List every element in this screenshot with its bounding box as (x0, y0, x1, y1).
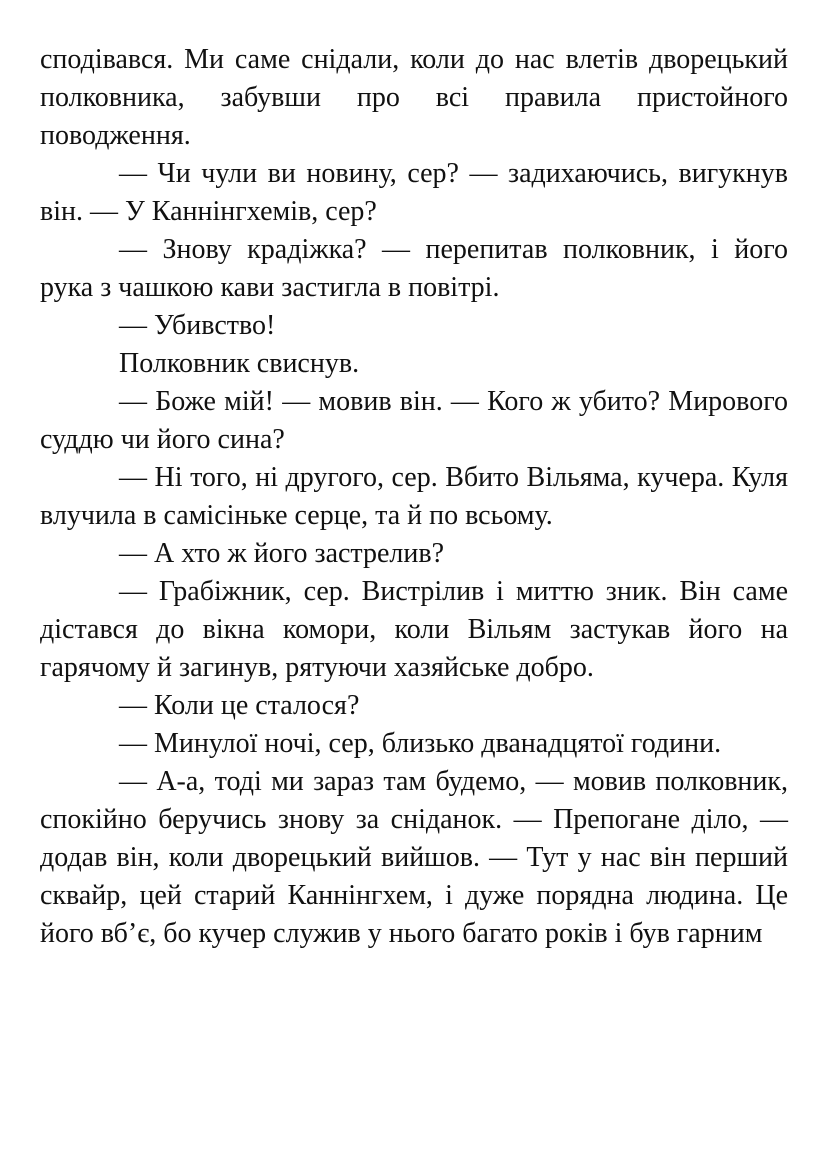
paragraph-murder: — Убивство! (119, 310, 276, 341)
paragraph-last-night: — Минулої ночі, сер, близько дванадцятої години. (119, 728, 722, 759)
paragraph-who-shot: — А хто ж його застрелив? (119, 538, 445, 569)
paragraph-william-coachman: — Ні того, ні другого, сер. Вбито Вільяма, кучера. Куля влучила в самісіньке серце, та й по всьому. (40, 462, 788, 531)
paragraph-burglar: — Грабіжник, сер. Вистрілив і миттю зник. Він саме дістався до вікна комори, коли Вільям застукав його на гарячому й загинув, рятуючи хазяйське добро. (40, 576, 788, 683)
paragraph-who-killed: — Боже мій! — мовив він. — Кого ж убито? Мирового суддю чи його сина? (40, 386, 788, 455)
document-page (40, 41, 788, 953)
paragraph-colonel-theft: — Знову крадіжка? — перепитав полковник, і його рука з чашкою кави застигла в повітрі. (40, 234, 788, 303)
paragraph-when: — Коли це сталося? (119, 690, 360, 721)
paragraph-butler-news: — Чи чули ви новину, сер? — задихаючись, вигукнув він. — У Каннінгхемів, сер? (40, 158, 788, 227)
paragraph-colonel-whistle: Полковник свиснув. (119, 348, 360, 379)
paragraph-colonel-breakfast: — А-а, тоді ми зараз там будемо, — мовив полковник, спокійно беручись знову за сніданок. — Препогане діло, — додав він, коли дворецький вийшов. — Тут у нас він перший сквайр, цей старий Каннінгхем, і дуже порядна людина. Це його вб’є, бо кучер служив у нього багато років і був гарним (40, 766, 788, 949)
paragraph-continuation: сподівався. Ми саме снідали, коли до нас влетів дворецький полковника, забувши про всі правила пристойного поводження. (40, 44, 788, 151)
